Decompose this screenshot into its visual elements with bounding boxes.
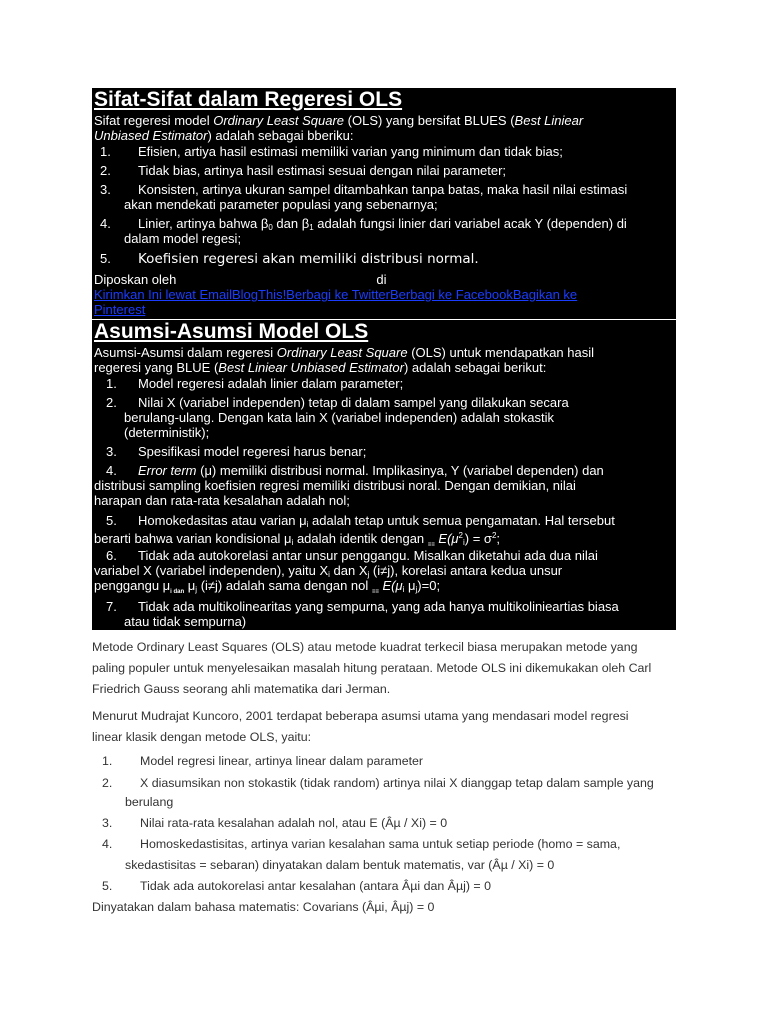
paragraph-ols-intro: Metode Ordinary Least Squares (OLS) atau metode kuadrat terkecil biasa merupakan metode yang paling populer untuk menyelesaikan masalah hitung perataan. Metode OLS ini dikemukakan oleh Carl Friedrich Gauss seorang ahli matematika dari Jerman. xyxy=(92,640,652,696)
property-item-3-cont: akan mendekati parameter populasi yang sebenarnya; xyxy=(124,197,438,212)
assumptions-intro-2: regeresi yang BLUE (Best Liniear Unbiased Estimator) adalah sebagai berikut: xyxy=(94,360,547,375)
assumption-item-6-cont1: variabel X (variabel independen), yaitu $X_i$ dan $X_j$ (i≠j), korelasi antara kedua unsur xyxy=(94,563,563,579)
assumption-item-2-cont2: (deterministik); xyxy=(124,425,210,440)
list-item-4-cont: skedastisitas = sebaran) dinyatakan dalam bentuk matematis, var (Âµ / Xi) = 0 xyxy=(125,858,555,872)
assumption-item-4-cont1: distribusi sampling koefisien regresi memiliki distribusi noral. Dengan demikian, nilai xyxy=(94,478,576,493)
list-item-2-cont: berulang xyxy=(125,795,174,809)
assumption-item-4: 4. Error term (μ) memiliki distribusi normal. Implikasinya, Y (variabel dependen) dan xyxy=(106,463,604,478)
assumption-item-5: 5. Homokedasitas atau varian $\mu_i$ adalah tetap untuk semua pengamatan. Hal tersebut xyxy=(106,513,615,529)
share-link-pinterest[interactable]: Pinterest xyxy=(94,302,146,317)
assumption-item-6-cont2: penggangu $\mu_{i dan}$ $\mu_j$ (i≠j) adalah sama dengan nol $_{\equiv\equiv}$ $E(\mu_i$ $\mu_j)=0$; xyxy=(94,578,441,595)
property-item-1: 1. Efisien, artiya hasil estimasi memiliki varian yang minimum dan tidak bias; xyxy=(100,144,563,159)
section-title-properties: Sifat-Sifat dalam Regeresi OLS xyxy=(94,88,403,111)
list-item-2: 2. X diasumsikan non stokastik (tidak random) artinya nilai X dianggap tetap dalam sample yang xyxy=(102,776,654,790)
assumption-item-7: 7. Tidak ada multikolinearitas yang sempurna, yang ada hanya multikolinieartias biasa xyxy=(106,599,619,614)
assumption-item-2-cont1: berulang-ulang. Dengan kata lain X (variabel independen) adalah stokastik xyxy=(124,410,555,425)
assumption-item-6: 6. Tidak ada autokorelasi antar unsur penggangu. Misalkan diketahui ada dua nilai xyxy=(106,548,598,563)
assumption-item-7-cont: atau tidak sempurna) xyxy=(124,614,247,629)
property-item-4-cont: dalam model regesi; xyxy=(124,231,242,246)
section-title-assumptions: Asumsi-Asumsi Model OLS xyxy=(94,320,369,343)
property-item-2: 2. Tidak bias, artinya hasil estimasi sesuai dengan nilai parameter; xyxy=(100,163,507,178)
share-links[interactable]: Kirimkan Ini lewat EmailBlogThis!Berbagi ke TwitterBerbagi ke FacebookBagikan ke xyxy=(94,287,578,302)
assumptions-intro-1: Asumsi-Asumsi dalam regeresi Ordinary Least Square (OLS) untuk mendapatkan hasil xyxy=(94,345,595,360)
property-item-3: 3. Konsisten, artinya ukuran sampel ditambahkan tanpa batas, maka hasil nilai estimasi xyxy=(100,182,628,197)
assumption-item-2: 2. Nilai X (variabel independen) tetap di dalam sampel yang dilakukan secara xyxy=(106,395,569,410)
intro-line-2: Unbiased Estimator) adalah sebagai bberiku: xyxy=(94,128,354,143)
assumption-item-3: 3. Spesifikasi model regeresi harus benar; xyxy=(106,444,367,459)
list-item-5: 5. Tidak ada autokorelasi antar kesalahan (antara Âµi dan Âµj) = 0 xyxy=(102,879,491,893)
list-item-1: 1. Model regresi linear, artinya linear dalam parameter xyxy=(102,754,424,768)
closing-line: Dinyatakan dalam bahasa matematis: Covarians (Âµi, Âµj) = 0 xyxy=(92,900,435,914)
list-item-3: 3. Nilai rata-rata kesalahan adalah nol, atau E (Âµ / Xi) = 0 xyxy=(102,816,448,830)
list-item-4: 4. Homoskedastisitas, artinya varian kesalahan sama untuk setiap periode (homo = sama, xyxy=(102,837,621,851)
assumption-item-4-cont2: harapan dan rata-rata kesalahan adalah nol; xyxy=(94,493,350,508)
property-item-5: 5. Koefisien regeresi akan memiliki distribusi normal. xyxy=(100,251,479,267)
intro-line-1: Sifat regeresi model Ordinary Least Square (OLS) yang bersifat BLUES (Best Liniear xyxy=(94,113,584,128)
paragraph-kuncoro: Menurut Mudrajat Kuncoro, 2001 terdapat beberapa asumsi utama yang mendasari model regresi linear klasik dengan metode OLS, yaitu: xyxy=(92,709,629,744)
property-item-4: 4. Linier, artinya bahwa $\beta_0$ dan $\beta_1$ adalah fungsi linier dari variabel acak Y (dependen) di xyxy=(100,216,627,232)
posted-by-line: Diposkan oleh di xyxy=(94,272,387,287)
assumption-item-1: 1. Model regeresi adalah linier dalam parameter; xyxy=(106,376,404,391)
assumption-item-5-cont: berarti bahwa varian kondisional $\mu_i$ adalah identik dengan $_{\equiv\equiv}$ $E(\mu^2_i) = \sigma^2$; xyxy=(94,531,501,548)
